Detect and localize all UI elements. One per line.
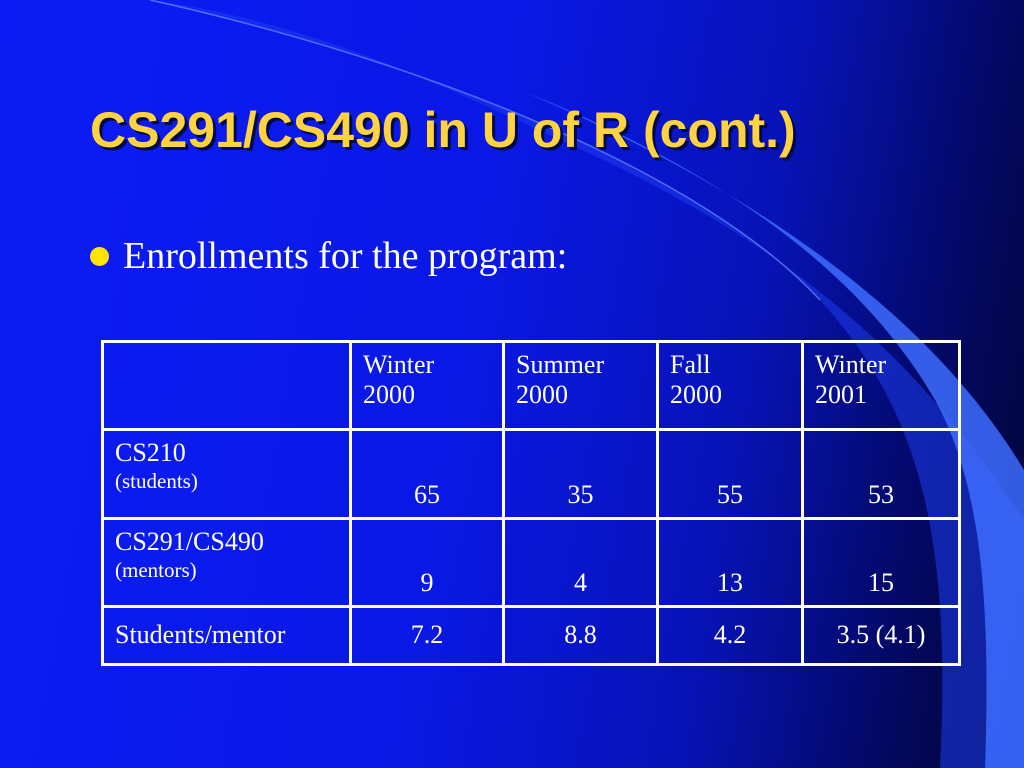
header-corner-cell (103, 342, 351, 430)
value-cell: 13 (658, 518, 803, 606)
table-row (103, 518, 960, 606)
header-year: 2000 (363, 380, 415, 409)
header-cell (658, 342, 803, 430)
header-term: Summer (516, 350, 605, 379)
header-cell (351, 342, 504, 430)
header-cell (803, 342, 960, 430)
enrollment-table (101, 340, 961, 666)
row-label-cell (103, 430, 351, 518)
bullet-item (90, 232, 567, 280)
table-row (103, 430, 960, 518)
header-term: Fall (670, 350, 711, 379)
bullet-dot-icon (90, 247, 109, 266)
header-term: Winter (363, 350, 435, 379)
header-term: Winter (815, 350, 887, 379)
value-cell: 35 (504, 430, 658, 518)
value-cell: 65 (351, 430, 504, 518)
value-cell: 8.8 (504, 606, 658, 664)
header-year: 2001 (815, 380, 867, 409)
value-cell: 15 (803, 518, 960, 606)
header-cell (504, 342, 658, 430)
bullet-text: Enrollments for the program: (123, 235, 568, 277)
row-label-cell (103, 518, 351, 606)
value-cell: 9 (351, 518, 504, 606)
value-cell: 55 (658, 430, 803, 518)
header-year: 2000 (516, 380, 568, 409)
slide-title: CS291/CS490 in U of R (cont.) (90, 102, 796, 158)
header-year: 2000 (670, 380, 722, 409)
row-sublabel: (students) (115, 469, 198, 494)
row-label: Students/mentor (115, 620, 286, 650)
value-cell: 4 (504, 518, 658, 606)
row-label-cell (103, 606, 351, 664)
value-cell: 4.2 (658, 606, 803, 664)
row-label: CS210 (115, 438, 186, 468)
row-label: CS291/CS490 (115, 526, 264, 556)
table-row (103, 606, 960, 664)
row-sublabel: (mentors) (115, 557, 197, 582)
value-cell: 53 (803, 430, 960, 518)
value-cell: 3.5 (4.1) (803, 606, 960, 664)
table-header-row (103, 342, 960, 430)
value-cell: 7.2 (351, 606, 504, 664)
